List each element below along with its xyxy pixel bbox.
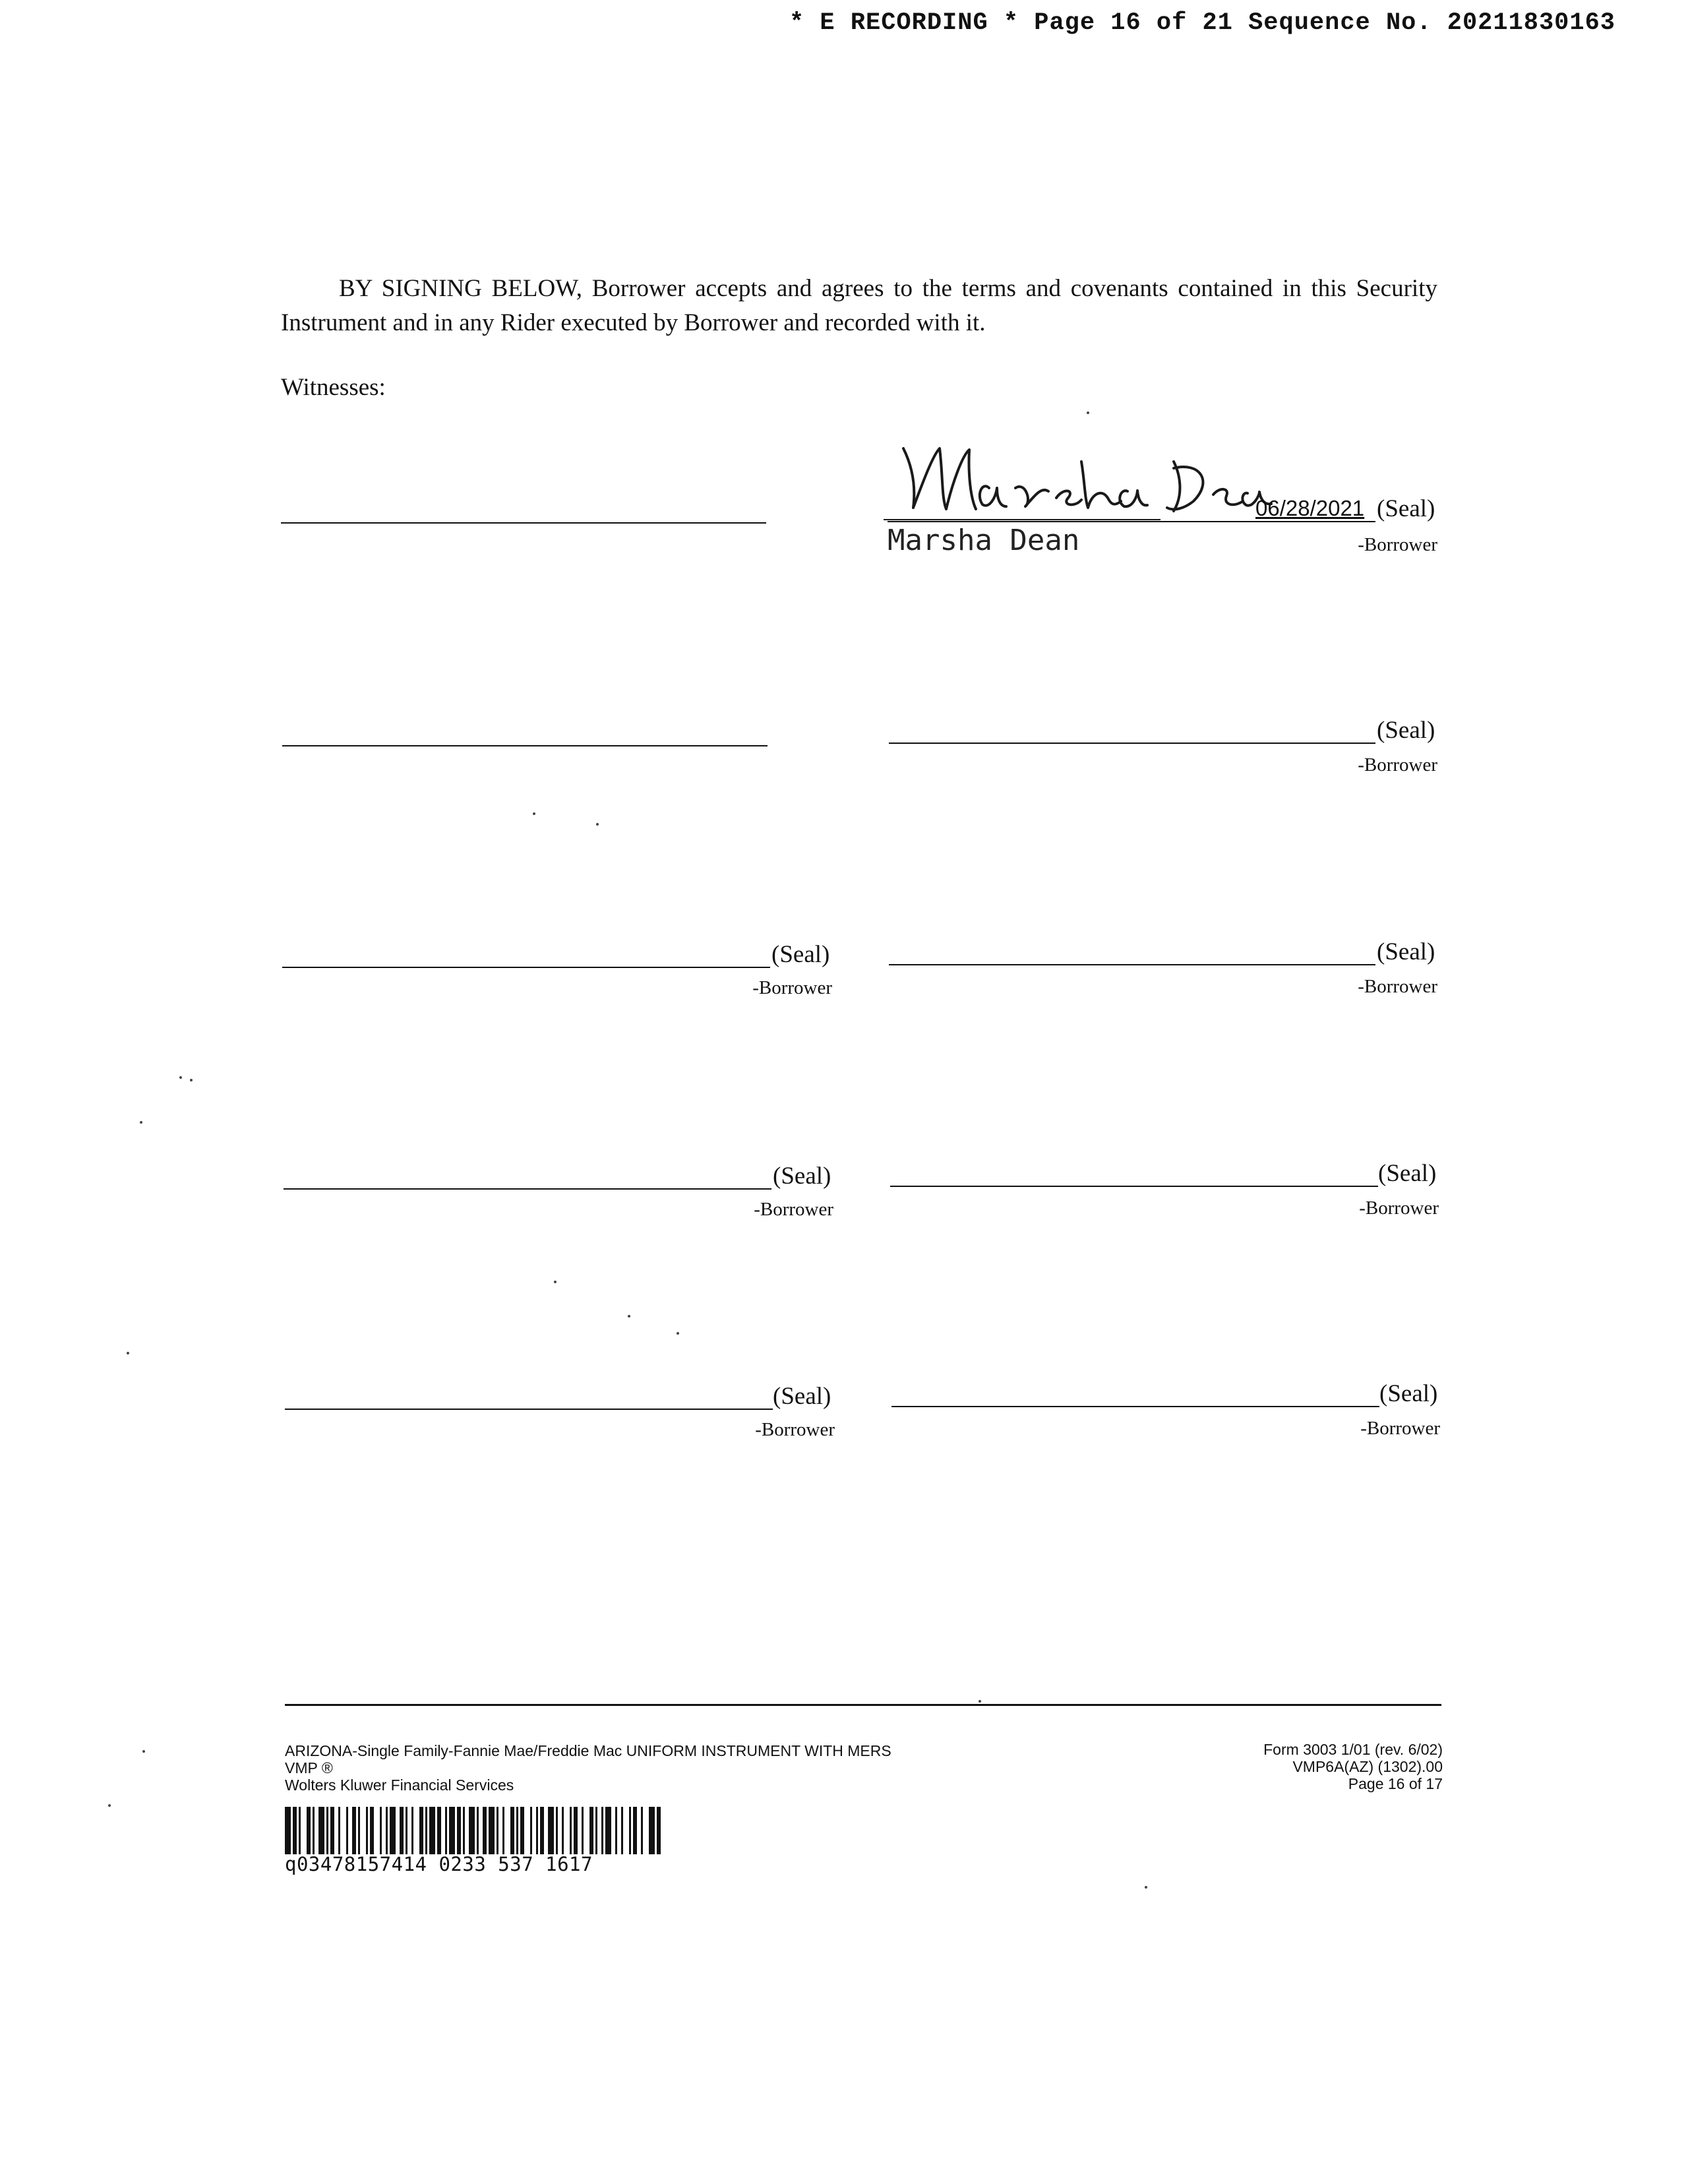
barcode-bar xyxy=(307,1807,311,1854)
barcode-bar xyxy=(601,1807,603,1854)
barcode-bar xyxy=(483,1807,487,1854)
scan-speck xyxy=(190,1079,193,1081)
seal-label-2: (Seal) xyxy=(1377,717,1435,744)
barcode-bar xyxy=(318,1807,324,1854)
witness-line-1 xyxy=(281,522,766,524)
scan-speck xyxy=(554,1281,557,1283)
scan-speck xyxy=(533,812,535,815)
borrower-signature-line-2 xyxy=(889,743,1375,744)
borrower-signature-line-7 xyxy=(285,1409,773,1410)
barcode-bar xyxy=(657,1807,661,1854)
barcode-bar xyxy=(615,1807,617,1854)
scan-speck xyxy=(1145,1886,1147,1889)
scan-speck xyxy=(979,1700,981,1703)
barcode-bar xyxy=(411,1807,413,1854)
barcode-bar xyxy=(457,1807,461,1854)
barcode-bar xyxy=(299,1807,301,1854)
barcode-bar xyxy=(605,1807,611,1854)
barcode-bar xyxy=(326,1807,328,1854)
borrower-signature-line-3 xyxy=(282,967,770,968)
borrower-label-2: -Borrower xyxy=(1358,754,1437,775)
scan-speck xyxy=(142,1750,145,1753)
barcode-bar xyxy=(330,1807,334,1854)
barcode-bar xyxy=(574,1807,578,1854)
barcode-bar xyxy=(520,1807,524,1854)
footer-form-title: ARIZONA-Single Family-Fannie Mae/Freddie Mac UNIFORM INSTRUMENT WITH MERS xyxy=(285,1742,891,1759)
borrower-label-4: -Borrower xyxy=(1358,976,1437,997)
barcode-bar xyxy=(293,1807,297,1854)
barcode-bar xyxy=(469,1807,475,1854)
borrower-signature-line-1 xyxy=(888,521,1375,522)
borrower-label-3: -Borrower xyxy=(752,977,832,998)
barcode-bar xyxy=(536,1807,538,1854)
recording-header: * E RECORDING * Page 16 of 21 Sequence No. 20211830163 xyxy=(789,9,1615,37)
barcode-bar xyxy=(621,1807,623,1854)
barcode-bar xyxy=(497,1807,498,1854)
barcode-bar xyxy=(338,1807,340,1854)
barcode-bar xyxy=(489,1807,495,1854)
scan-speck xyxy=(140,1121,142,1124)
signer-name: Marsha Dean xyxy=(888,524,1080,557)
barcode-bar xyxy=(540,1807,544,1854)
scan-speck xyxy=(179,1076,182,1079)
seal-label-3: (Seal) xyxy=(771,941,830,968)
barcode-bar xyxy=(510,1807,514,1854)
barcode-bar xyxy=(419,1807,423,1854)
witness-line-2 xyxy=(282,745,768,746)
barcode xyxy=(285,1807,740,1854)
barcode-bar xyxy=(370,1807,374,1854)
scan-speck xyxy=(108,1804,111,1807)
borrower-signature-line-5 xyxy=(284,1188,771,1190)
barcode-bar xyxy=(570,1807,572,1854)
signing-paragraph: BY SIGNING BELOW, Borrower accepts and agrees to the terms and covenants contained in this Security Instrument and in any Rider executed by Borrower and recorded with it. xyxy=(281,275,1437,336)
barcode-bar xyxy=(437,1807,441,1854)
barcode-bar xyxy=(313,1807,315,1854)
barcode-bar xyxy=(502,1807,504,1854)
borrower-signature-line-6 xyxy=(890,1186,1378,1187)
seal-label-4: (Seal) xyxy=(1377,938,1435,965)
barcode-bar xyxy=(358,1807,360,1854)
borrower-label-7: -Borrower xyxy=(755,1419,835,1440)
barcode-bar xyxy=(425,1807,427,1854)
barcode-bar xyxy=(582,1807,584,1854)
barcode-bar xyxy=(386,1807,388,1854)
footer-publisher: Wolters Kluwer Financial Services xyxy=(285,1776,514,1794)
barcode-number: q03478157414 0233 537 1617 xyxy=(285,1853,593,1875)
scan-speck xyxy=(596,823,599,826)
footer-form-number: Form 3003 1/01 (rev. 6/02) xyxy=(1263,1741,1443,1758)
seal-label-8: (Seal) xyxy=(1379,1380,1438,1407)
barcode-bar xyxy=(366,1807,368,1854)
barcode-bar xyxy=(390,1807,396,1854)
footer-page-number: Page 16 of 17 xyxy=(1348,1775,1443,1792)
barcode-bar xyxy=(516,1807,518,1854)
seal-label-7: (Seal) xyxy=(773,1383,831,1410)
scan-speck xyxy=(628,1315,630,1318)
scan-speck xyxy=(1087,411,1089,414)
borrower-signature-line-4 xyxy=(889,964,1375,965)
barcode-bar xyxy=(352,1807,356,1854)
barcode-bar xyxy=(633,1807,637,1854)
seal-label-1: (Seal) xyxy=(1377,495,1435,522)
barcode-bar xyxy=(449,1807,455,1854)
witnesses-label: Witnesses: xyxy=(281,374,386,401)
barcode-bar xyxy=(429,1807,435,1854)
borrower-label-6: -Borrower xyxy=(1359,1198,1439,1219)
borrower-label-8: -Borrower xyxy=(1360,1418,1440,1439)
footer-vmp-code: VMP6A(AZ) (1302).00 xyxy=(1292,1758,1443,1775)
barcode-bar xyxy=(649,1807,655,1854)
scan-speck xyxy=(127,1352,129,1354)
barcode-bar xyxy=(641,1807,643,1854)
barcode-bar xyxy=(463,1807,465,1854)
barcode-bar xyxy=(285,1807,291,1854)
barcode-bar xyxy=(548,1807,554,1854)
barcode-bar xyxy=(380,1807,382,1854)
barcode-bar xyxy=(530,1807,532,1854)
footer-rule xyxy=(285,1704,1441,1706)
barcode-bar xyxy=(477,1807,479,1854)
borrower-label-5: -Borrower xyxy=(754,1199,833,1220)
barcode-bar xyxy=(346,1807,348,1854)
borrower-signature-line-8 xyxy=(891,1406,1379,1407)
barcode-bar xyxy=(445,1807,447,1854)
barcode-bar xyxy=(400,1807,404,1854)
barcode-bar xyxy=(595,1807,597,1854)
barcode-bar xyxy=(406,1807,407,1854)
footer-right xyxy=(1263,1741,1443,1792)
signature-date: 06/28/2021 xyxy=(1255,496,1365,520)
borrower-label-1: -Borrower xyxy=(1358,534,1437,555)
barcode-bar xyxy=(556,1807,558,1854)
barcode-bar xyxy=(589,1807,593,1854)
footer-vmp: VMP ® xyxy=(285,1759,333,1776)
barcode-bar xyxy=(629,1807,631,1854)
scan-speck xyxy=(677,1332,679,1335)
footer-left xyxy=(285,1742,891,1794)
barcode-bar xyxy=(562,1807,564,1854)
seal-label-6: (Seal) xyxy=(1378,1160,1437,1187)
seal-label-5: (Seal) xyxy=(773,1163,831,1190)
